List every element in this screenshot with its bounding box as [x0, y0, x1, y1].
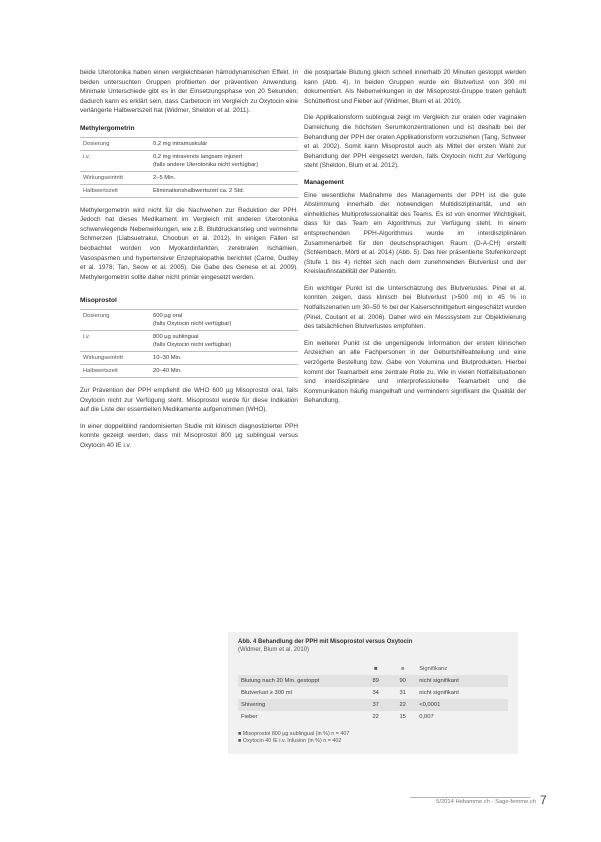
misoprostol-table	[80, 309, 298, 378]
table-row: i.v. 0,2 mg intravenös langsam injiziert (falls andere Uterotonika nicht verfügbar)	[80, 150, 298, 171]
table-row: Blutverlust ≥ 300 ml 34 31 nicht signifikant	[241, 689, 459, 696]
management-heading: Management	[304, 178, 344, 186]
right-column	[304, 68, 526, 413]
paragraph-right-1: die postpartale Blutung gleich schnell innerhalb 20 Minuten gestoppt werden kann (Abb. 4). In beiden Gruppen wurde ein Blutverlust von 300 ml dokumentiert. Als Nebenwirkungen in der Misoprostol-Gruppe traten gehäuft Schüttelfrost und Fieber auf (Widmer, Blum et al. 2010).	[304, 69, 526, 105]
left-column	[80, 68, 298, 457]
paragraph-misoprostol-1: Zur Prävention der PPH empfiehlt die WHO 600 µg Misoprostol oral, falls Oxytocin nicht zur Verfügung steht. Misoprostol wurde für diese Indikation auf die Liste der essentiellen Medikamente aufgenommen (WHO).	[80, 386, 298, 414]
misoprostol-legend-icon: ■	[373, 665, 378, 672]
paragraph-methylergometrin: Methylergometrin wird nicht für die Nachwehen zur Reduktion der PPH. Jedoch hat dieses Medikament im Vergleich mit anderen Uterotonika schwerwiegende Nebenwirkungen, wie z.B. Blutdruckanstieg und vermehrte Schmerzen (Liabsuetrakul, Choobun et al. 2012). In einigen Fällen ist beobachtet worden von Myokardinfarkten, zerebralen Ischämien, Vasospasmen und hypertensiver Enzephalopathie berichtet (Carne, Dudley et al. 1978; Tan, Seow et al. 2005). Die Gabe des Genese et al. 2009). Methylergometrin sollte daher nicht primär eingesetzt werden.	[80, 206, 298, 281]
table-row: Wirkungseintritt 2–5 Min.	[80, 171, 298, 184]
figure-4-box	[228, 632, 518, 754]
table-row: Dosierung 600 µg oral (falls Oxytocin nicht verfügbar)	[80, 309, 298, 330]
paragraph-management: Eine wesentliche Maßnahme des Managements der PPH ist die gute Abstimmung innerhalb der notwendigen Multidisziplinarität, und ein einheitliches Multiprofessionalität des Teams. Es ist von enormer Wichtigkeit, dass für das Team ein Algorithmus zur Verfügung steht. In einem entsprechenden PPH-Algorithmus wurde im interdisziplinären Zusammenarbeit für den deutschsprachigen Raum (D-A-CH) erstellt (Schlembach, Mörtl et al. 2014) (Abb. 5). Das hier präsentierte Stufenkonzept (Stufe 1 bis 4) richtet sich nach dem zunehmenden Blutverlust und der Kreislaufinstabilität der Patientin.	[304, 191, 526, 276]
figure-note-misoprostol: ■ Misoprostol 800 µg sublingual (in %) n = 407	[238, 730, 350, 737]
table-row: Blutung nach 20 Min. gestoppt 89 90 nicht signifikant	[238, 675, 508, 687]
table-row: i.v. 800 µg sublingual (falls Oxytocin nicht verfügbar)	[80, 330, 298, 351]
table-row: Halbwertszeit Eliminationshalbwertszeit ca. 2 Std.	[80, 184, 298, 197]
paragraph-right-2: Die Applikationsform sublingual zeigt im Vergleich zur oralen oder vaginalen Darreichung die höchsten Serumkonzentrationen und ist deshalb bei der Behandlung der PPH der oralen Applikationsform vorzuziehen (Tang, Schweer et al. 2002). Somit kann Misoprostol auch als Mittel der ersten Wahl zur Behandlung der PPH eingesetzt werden, falls Oxytocin nicht zur Verfügung steht (Sheldon, Blum et al. 2012).	[304, 114, 526, 170]
figure-table	[238, 663, 508, 723]
table-row: Shivering 37 22 <0,0001	[238, 699, 508, 711]
figure-notes	[238, 731, 508, 746]
page-number: 7	[540, 793, 547, 807]
table-row: Dosierung 0,2 mg intramuskulär	[80, 137, 298, 150]
figure-title: Abb. 4 Behandlung der PPH mit Misoprostol versus Oxytocin	[238, 639, 413, 645]
paragraph-blood-loss: Ein wichtiger Punkt ist die Unterschätzung des Blutverlustes. Pinel et al. konnten zeigen, dass klinisch bei Blutverlust (>500 ml) in 45 % in Notfallszenarien um 30–50 % bei der Kaiserschnittgeburt eingeschätzt wurden (Pinel, Coutant et al. 2006). Daher wird ein Messsystem zur Objektivierung des tatsächlichen Blutverlustes empfohlen.	[304, 284, 526, 331]
footer-issue: 5/2014 Hebamme.ch · Sage-femme.ch	[436, 799, 536, 805]
paragraph-intro: beide Uterotonika haben einen vergleichbaren hämodynamischen Effekt. In beiden untersuchten Gruppen profitierten der präventiven Anwendung. Minimale Unterschiede gibt es in der Einsetzungsphase von 20 Sekunden; dadurch kann es erklärt sein, dass Carbetocin im Vergleich zu Oxytocin eine verlängerte Halbwertszeit hat (Widmer, Sheldon et al. 2011).	[80, 69, 298, 115]
figure-note-oxytocin: ■ Oxytocin 40 IE i.v. Infusion (in %) n = 402	[238, 738, 342, 745]
paragraph-teamwork: Ein weiterer Punkt ist die ungenügende Information der ersten klinischen Anzeichen an alle Fachpersonen in der Geburtshilfeabteilung und eine verzögerte Bestellung bzw. Gabe von Volumina und Blutprodukten. Hierbei kommt der Teamarbeit eine zentrale Rolle zu. Wie in vielen Notfallsituationen sind interdisziplinäre und interprofessionelle Teamarbeit und die Kommunikation häufig mangelhaft und vermindern signifikant die Qualität der Behandlung.	[304, 339, 526, 405]
misoprostol-heading: Misoprostol	[80, 297, 117, 305]
methylergometrin-heading: Methylergometrin	[80, 124, 135, 132]
table-row: Wirkungseintritt 10–30 Min.	[80, 351, 298, 364]
methylergometrin-table	[80, 137, 298, 198]
figure-subtitle: (Widmer, Blum et al. 2010)	[238, 647, 310, 654]
table-row: Fieber 22 15 0,007	[241, 713, 434, 720]
table-row: Halbwertszeit 20–40 Min.	[80, 364, 298, 377]
footer-rule	[410, 797, 530, 798]
oxytocin-legend-icon: ■	[400, 665, 405, 672]
paragraph-misoprostol-2: In einer doppelblind randomisierten Studie mit klinisch diagnostizierter PPH konnte gezeigt werden, dass mit Misoprostol 800 µg sublingual versus Oxytocin 40 IE i.v.	[80, 422, 298, 449]
figure-table-header: ■ ■ Signifikanz	[238, 663, 508, 675]
